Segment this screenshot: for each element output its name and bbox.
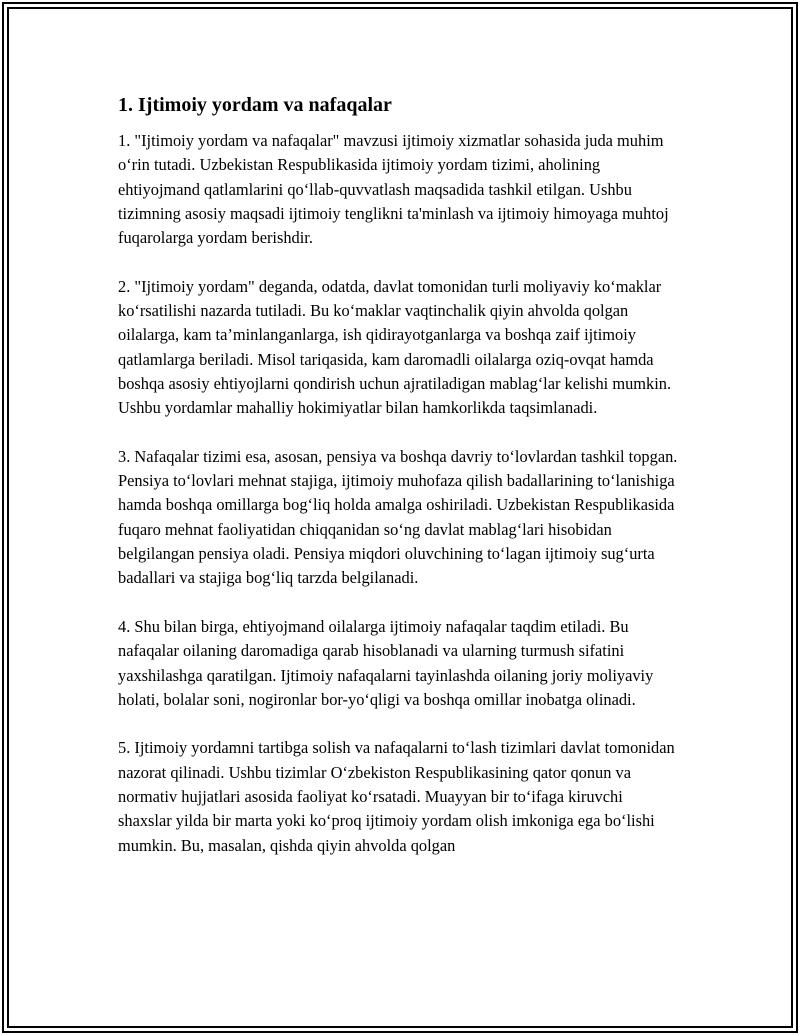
paragraph-4: 4. Shu bilan birga, ehtiyojmand oilalarga ijtimoiy nafaqalar taqdim etiladi. Bu nafaqalar oilaning daromadiga qarab hisoblanadi va ularning turmush sifatini yaxshilashga qaratilgan. Ijtimoiy nafaqalarni tayinlashda oilaning joriy moliyaviy holati, bolalar soni, nogironlar bor-yo‘qligi va boshqa omillar inobatga olinadi.	[118, 616, 654, 709]
paragraph-5: 5. Ijtimoiy yordamni tartibga solish va nafaqalarni to‘lash tizimlari davlat tomonidan nazorat qilinadi. Ushbu tizimlar O‘zbekiston Respublikasining qator qonun va normativ hujjatlari asosida faoliyat ko‘rsatadi. Muayyan bir to‘ifaga kiruvchi shaxslar yilda bir marta yoki ko‘proq ijtimoiy yordam olish imkoniga ega bo‘lishi mumkin. Bu, masalan, qishda qiyin ahvolda qolgan	[118, 738, 675, 855]
paragraph-1: 1. "Ijtimoiy yordam va nafaqalar" mavzusi ijtimoiy xizmatlar sohasida juda muhim o‘rin tutadi. Uzbekistan Respublikasida ijtimoiy yordam tizimi, aholining ehtiyojmand qatlamlarini qo‘llab-quvvatlash maqsadida tashkil etilgan. Ushbu tizimning asosiy maqsadi ijtimoiy tenglikni ta'minlash va ijtimoiy himoyaga muhtoj fuqarolarga yordam berishdir.	[118, 131, 669, 248]
document-body	[118, 93, 678, 882]
section-heading: 1. Ijtimoiy yordam va nafaqalar	[118, 94, 392, 116]
paragraph-3: 3. Nafaqalar tizimi esa, asosan, pensiya va boshqa davriy to‘lovlardan tashkil topgan. Pensiya to‘lovlari mehnat stajiga, ijtimoiy muhofaza qilish badallarining to‘lanishiga hamda boshqa omillarga bog‘liq holda amalga oshiriladi. Uzbekistan Respublikasida fuqaro mehnat faoliyatidan chiqqanidan so‘ng davlat mablag‘lari hisobidan belgilangan pensiya oladi. Pensiya miqdori oluvchining to‘lagan ijtimoiy sug‘urta badallari va stajiga bog‘liq tarzda belgilanadi.	[118, 446, 678, 588]
paragraph-2: 2. "Ijtimoiy yordam" deganda, odatda, davlat tomonidan turli moliyaviy ko‘maklar ko‘rsatilishi nazarda tutiladi. Bu ko‘maklar vaqtinchalik qiyin ahvolda qolgan oilalarga, kam ta’minlanganlarga, ish qidirayotganlarga va boshqa zaif ijtimoiy qatlamlarga beriladi. Misol tariqasida, kam daromadli oilalarga oziq-ovqat hamda boshqa asosiy ehtiyojlarni qondirish uchun ajratiladigan mablag‘lar kelishi mumkin. Ushbu yordamlar mahalliy hokimiyatlar bilan hamkorlikda taqsimlanadi.	[118, 276, 672, 418]
